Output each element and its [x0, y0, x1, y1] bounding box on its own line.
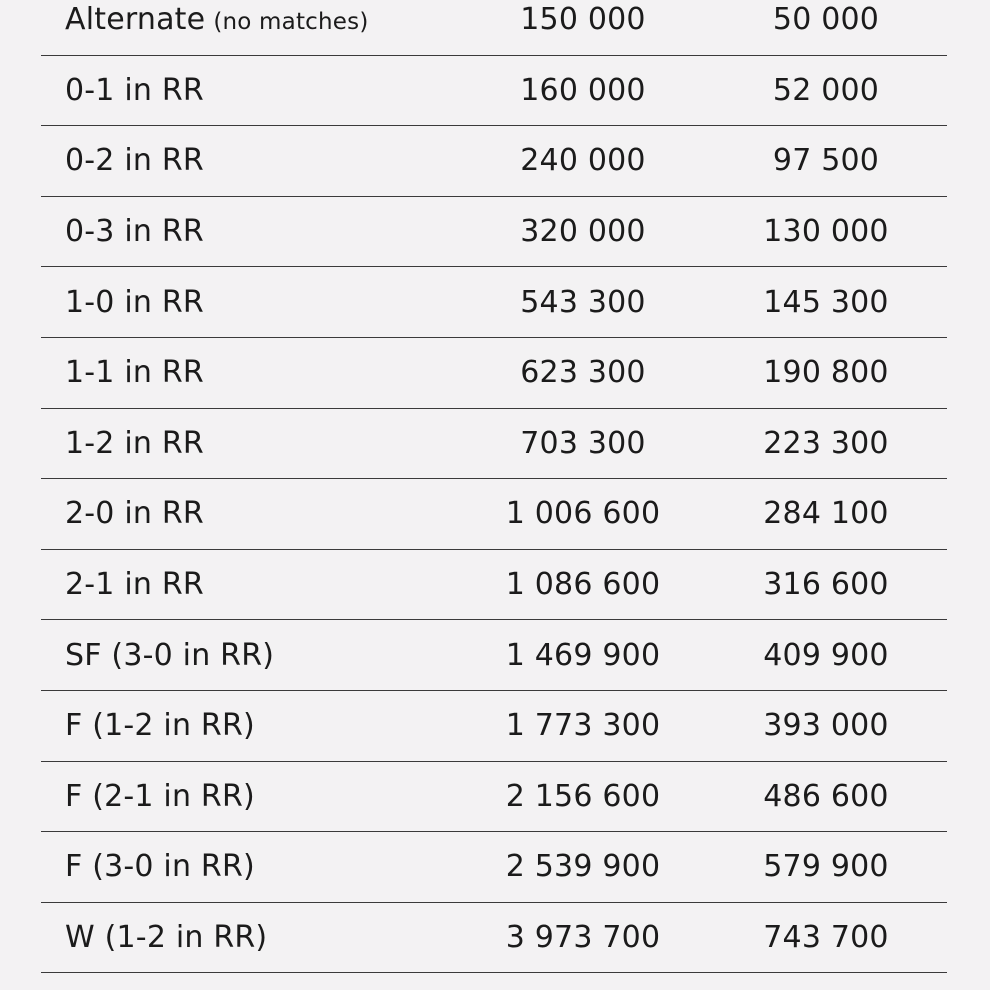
- stage-label: 1-2 in RR: [65, 425, 204, 461]
- table-row: [41, 479, 947, 550]
- prize-money-value: 1 086 600: [505, 567, 661, 603]
- stage-label: F (3-0 in RR): [65, 849, 255, 885]
- stage-label: F (2-1 in RR): [65, 778, 255, 814]
- stage-label: 0-2 in RR: [65, 143, 204, 179]
- prize-money-value: 160 000: [520, 72, 646, 108]
- prize-money-value: 1 006 600: [505, 496, 661, 532]
- table-row: [41, 550, 947, 621]
- stage-label: 1-1 in RR: [65, 355, 204, 391]
- table-row: [41, 126, 947, 197]
- prize-money-value: 2 539 900: [505, 849, 661, 885]
- stage-label: 0-3 in RR: [65, 214, 204, 250]
- points-value: 50 000: [772, 2, 880, 38]
- table-row: [41, 56, 947, 127]
- points-value: 223 300: [763, 425, 889, 461]
- points-value: 316 600: [763, 567, 889, 603]
- points-value: 130 000: [763, 214, 889, 250]
- prize-money-table: [41, 0, 947, 973]
- prize-money-value: 150 000: [520, 2, 646, 38]
- prize-money-value: 1 773 300: [505, 708, 661, 744]
- points-value: 145 300: [763, 284, 889, 320]
- stage-label: Alternate: [65, 2, 206, 38]
- prize-money-value: 240 000: [520, 143, 646, 179]
- points-value: 190 800: [763, 355, 889, 391]
- stage-label: SF (3-0 in RR): [65, 637, 275, 673]
- stage-label: F (1-2 in RR): [65, 708, 255, 744]
- stage-note: (no matches): [213, 8, 369, 35]
- table-row: [41, 903, 947, 974]
- prize-money-value: 703 300: [520, 425, 646, 461]
- table-row: [41, 691, 947, 762]
- prize-money-value: 3 973 700: [505, 920, 661, 956]
- table-row: [41, 267, 947, 338]
- points-value: 743 700: [763, 920, 889, 956]
- stage-label: 2-1 in RR: [65, 567, 204, 603]
- points-value: 52 000: [772, 72, 880, 108]
- prize-money-value: 2 156 600: [505, 778, 661, 814]
- prize-money-value: 543 300: [520, 284, 646, 320]
- stage-label-cell: [65, 0, 369, 55]
- prize-money-value: 623 300: [520, 355, 646, 391]
- points-value: 284 100: [763, 496, 889, 532]
- table-row: [41, 197, 947, 268]
- table-row: [41, 409, 947, 480]
- points-value: 579 900: [763, 849, 889, 885]
- table-row: [41, 0, 947, 56]
- points-value: 393 000: [763, 708, 889, 744]
- prize-money-value: 320 000: [520, 214, 646, 250]
- table-row: [41, 338, 947, 409]
- stage-label: W (1-2 in RR): [65, 920, 268, 956]
- table-row: [41, 620, 947, 691]
- points-value: 409 900: [763, 637, 889, 673]
- prize-money-value: 1 469 900: [505, 637, 661, 673]
- stage-label: 0-1 in RR: [65, 72, 204, 108]
- points-value: 97 500: [772, 143, 880, 179]
- stage-label: 1-0 in RR: [65, 284, 204, 320]
- points-value: 486 600: [763, 778, 889, 814]
- stage-label: 2-0 in RR: [65, 496, 204, 532]
- table-row: [41, 762, 947, 833]
- table-row: [41, 832, 947, 903]
